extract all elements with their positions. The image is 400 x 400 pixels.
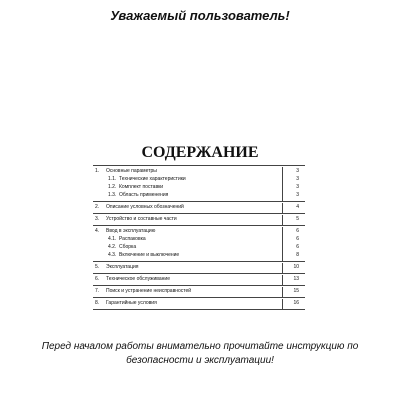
toc-entry-page: 6 xyxy=(296,236,299,242)
toc-entry-label: Устройство и составные части xyxy=(106,216,177,222)
toc-section xyxy=(93,214,305,226)
toc-entry-number: 3. xyxy=(95,216,100,222)
toc-entry-number: 4.1. xyxy=(108,236,117,242)
safety-notice: Перед началом работы внимательно прочитайте инструкцию по безопасности и эксплуатации! xyxy=(41,341,359,366)
toc-entry-label: Гарантийные условия xyxy=(106,300,157,306)
toc-section xyxy=(93,226,305,262)
toc-entry-label: Комплект поставки xyxy=(119,184,164,190)
toc-entry xyxy=(93,235,305,243)
toc-entry-label: Распаковка xyxy=(119,236,146,242)
table-of-contents xyxy=(93,165,305,310)
toc-entry xyxy=(93,263,305,271)
toc-entry xyxy=(93,243,305,251)
toc-entry-label: Ввод в эксплуатацию xyxy=(106,228,156,234)
toc-entry-page: 3 xyxy=(296,192,299,198)
toc-entry-page: 3 xyxy=(296,176,299,182)
toc-entry xyxy=(93,191,305,199)
toc-section xyxy=(93,202,305,214)
toc-entry-label: Технические характеристики xyxy=(119,176,186,182)
toc-entry-label: Область применения xyxy=(119,192,169,198)
toc-entry-page: 3 xyxy=(296,184,299,190)
toc-entry-label: Включение и выключение xyxy=(119,252,180,258)
toc-entry-number: 7. xyxy=(95,288,100,294)
toc-entry-page: 4 xyxy=(296,204,299,210)
toc-entry xyxy=(93,183,305,191)
toc-entry-page: 8 xyxy=(296,252,299,258)
toc-entry-label: Поиск и устранение неисправностей xyxy=(106,288,192,294)
toc-entry-label: Эксплуатация xyxy=(106,264,139,270)
toc-entry-page: 16 xyxy=(293,300,299,306)
toc-entry xyxy=(93,299,305,307)
toc-entry-page: 5 xyxy=(296,216,299,222)
toc-entry-number: 8. xyxy=(95,300,100,306)
toc-entry xyxy=(93,227,305,235)
toc-entry-number: 4. xyxy=(95,228,100,234)
toc-entry-number: 2. xyxy=(95,204,100,210)
toc-entry-page: 6 xyxy=(296,228,299,234)
toc-entry-page: 13 xyxy=(293,276,299,282)
toc-entry-page: 3 xyxy=(296,168,299,174)
toc-heading: СОДЕРЖАНИЕ xyxy=(141,144,259,161)
toc-entry-page: 6 xyxy=(296,244,299,250)
toc-entry-label: Описание условных обозначений xyxy=(106,204,184,210)
toc-entry-number: 4.3. xyxy=(108,252,117,258)
toc-entry xyxy=(93,215,305,223)
toc-section xyxy=(93,274,305,286)
toc-section xyxy=(93,166,305,202)
toc-section xyxy=(93,298,305,310)
toc-entry xyxy=(93,167,305,175)
toc-entry-number: 1. xyxy=(95,168,100,174)
page-title: Уважаемый пользователь! xyxy=(110,8,290,23)
toc-entry xyxy=(93,203,305,211)
toc-entry xyxy=(93,251,305,259)
toc-entry xyxy=(93,275,305,283)
toc-entry-label: Основные параметры xyxy=(106,168,157,174)
toc-entry-label: Техническое обслуживание xyxy=(106,276,170,282)
toc-entry-number: 5. xyxy=(95,264,100,270)
toc-section xyxy=(93,262,305,274)
toc-entry-page: 10 xyxy=(293,264,299,270)
toc-entry-number: 6. xyxy=(95,276,100,282)
toc-entry-number: 4.2. xyxy=(108,244,117,250)
toc-entry-label: Сборка xyxy=(119,244,137,250)
toc-entry xyxy=(93,175,305,183)
toc-entry-number: 1.2. xyxy=(108,184,117,190)
toc-entry xyxy=(93,287,305,295)
toc-entry-number: 1.1. xyxy=(108,176,117,182)
toc-entry-page: 15 xyxy=(293,288,299,294)
toc-entry-number: 1.3. xyxy=(108,192,117,198)
toc-section xyxy=(93,286,305,298)
